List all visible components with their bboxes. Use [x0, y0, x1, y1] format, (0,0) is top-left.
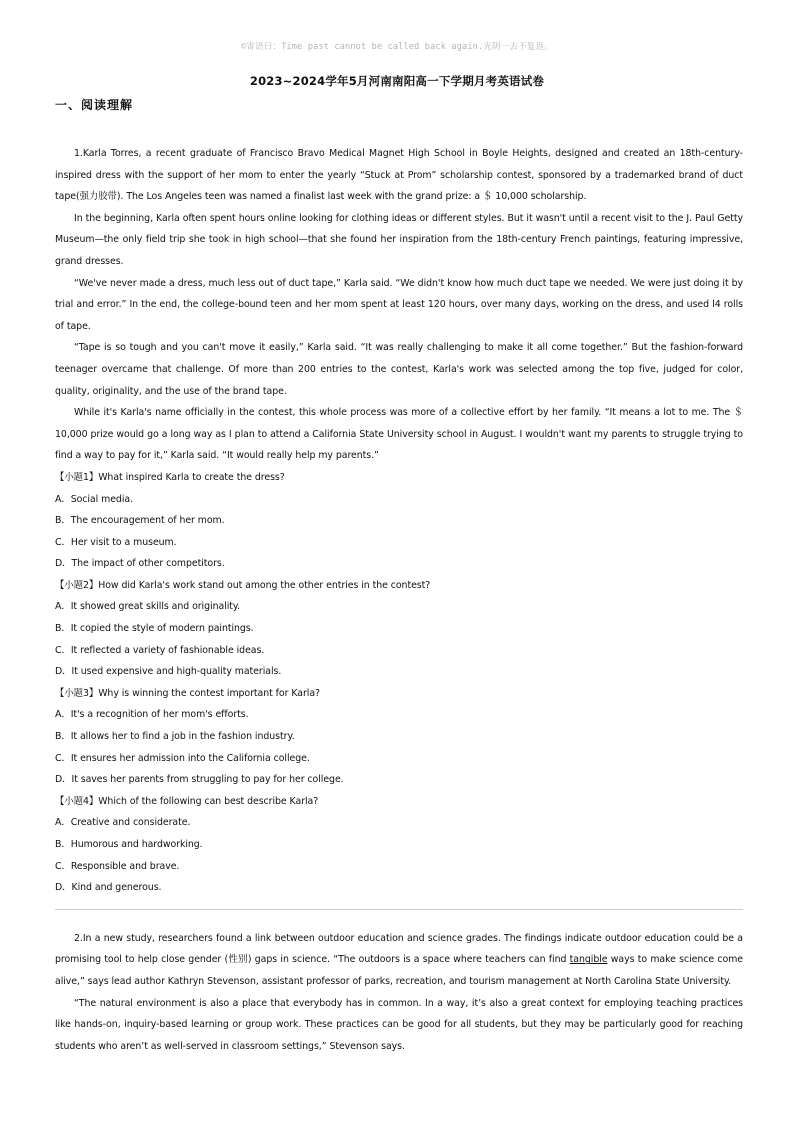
question-1-option-c: C．Her visit to a museum.	[55, 536, 177, 548]
question-2-option-c: C．It reflected a variety of fashionable ideas.	[55, 644, 265, 656]
question-2-option-a: A．It showed great skills and originality.	[55, 601, 240, 613]
question-3-option-a: A．It's a recognition of her mom's efforts.	[55, 709, 249, 721]
passage-2-paragraph-2: “The natural environment is also a place that everybody has in common. In a way, it’s also a great context for employing teaching practices like hands-on, inquiry-based learning or group work. These practices can be good for all students, but they may be particularly good for reaching students who aren’t as well-served in classroom settings,” Stevenson says.	[55, 997, 743, 1052]
question-2-stem: 【小题2】How did Karla's work stand out among the other entries in the contest?	[55, 579, 431, 591]
question-1	[55, 467, 743, 575]
question-4	[55, 791, 743, 899]
passage-1-paragraph-2: In the beginning, Karla often spent hours online looking for clothing ideas or different styles. But it wasn't until a recent visit to the J. Paul Getty Museum—the only field trip she took in high school—that she found her inspiration from the 18th-century French paintings, featuring impressive, grand dresses.	[55, 212, 743, 267]
question-1-stem: 【小题1】What inspired Karla to create the dress?	[55, 471, 285, 483]
question-3-option-d: D．It saves her parents from struggling to pay for her college.	[55, 774, 344, 786]
question-3-option-c: C．It ensures her admission into the California college.	[55, 752, 310, 764]
document-body	[55, 143, 743, 1057]
question-1-option-a: A．Social media.	[55, 493, 133, 505]
watermark: ©寄语曰：Time past cannot be called back again.光阴一去不复返。	[241, 42, 553, 52]
passage-2-paragraph-1-start: 2.In a new study, researchers found a link between outdoor education and science grades. The findings indicate outdoor education could be a promising tool to help close gender (性别) gaps in science. “The outdoors is a space where teachers can find	[55, 932, 743, 966]
question-4-option-d: D．Kind and generous.	[55, 882, 162, 894]
question-1-option-d: D．The impact of other competitors.	[55, 558, 225, 570]
passage-1	[55, 143, 743, 899]
passage-2-paragraph-1	[55, 928, 743, 993]
question-4-option-c: C．Responsible and brave.	[55, 860, 180, 872]
question-4-option-b: B．Humorous and hardworking.	[55, 839, 203, 850]
passage-1-paragraph-1: 1.Karla Torres, a recent graduate of Francisco Bravo Medical Magnet High School in Boyle Heights, designed and created an 18th-century-inspired dress with the support of her mom to enter the yearly “Stuck at Prom” scholarship contest, sponsored by a trademarked brand of duct tape(强力胶带). The Los Angeles teen was named a finalist last week with the grand prize: a ＄ 10,000 scholarship.	[55, 148, 743, 203]
question-4-option-a: A．Creative and considerate.	[55, 817, 191, 829]
question-4-stem: 【小题4】Which of the following can best describe Karla?	[55, 795, 319, 807]
question-1-option-b: B．The encouragement of her mom.	[55, 515, 225, 527]
passage-2	[55, 928, 743, 1058]
passage-1-paragraph-3: “We've never made a dress, much less out of duct tape,” Karla said. “We didn't know how much duct tape we needed. We were just doing it by trial and error.” In the end, the college-bound teen and her mom spent at least 120 hours, over many days, working on the dress, and used l4 rolls of tape.	[55, 277, 743, 332]
passage-divider	[55, 909, 743, 910]
question-2-option-b: B．It copied the style of modern paintings.	[55, 623, 254, 635]
passage-1-paragraph-4: “Tape is so tough and you can't move it easily,” Karla said. “It was really challenging to make it all come together.” But the fashion-forward teenager overcame that challenge. Of more than 200 entries to the contest, Karla's work was selected among the top five, judged for color, quality, originality, and the use of the brand tape.	[55, 342, 743, 397]
question-3	[55, 683, 743, 791]
question-3-option-b: B．It allows her to find a job in the fashion industry.	[55, 731, 295, 743]
section-heading: 一、阅读理解	[55, 98, 134, 112]
question-3-stem: 【小题3】Why is winning the contest important for Karla?	[55, 687, 320, 699]
underlined-word-tangible: tangible	[569, 954, 608, 966]
question-2-option-d: D．It used expensive and high-quality materials.	[55, 666, 282, 678]
passage-2-paragraph-1-end: ways to make science come alive,” says lead author Kathryn Stevenson, assistant professor of parks, recreation, and tourism management at North Carolina State University.	[55, 954, 743, 987]
document-title: 2023~2024学年5月河南南阳高一下学期月考英语试卷	[249, 74, 545, 88]
question-2	[55, 575, 743, 683]
passage-1-paragraph-5: While it's Karla's name officially in the contest, this whole process was more of a collective effort by her family. “It means a lot to me. The ＄ 10,000 prize would go a long way as I plan to attend a California State University school in August. I wouldn't want my parents to struggle trying to find a way to pay for it,” Karla said. “It would really help my parents.”	[55, 407, 743, 462]
